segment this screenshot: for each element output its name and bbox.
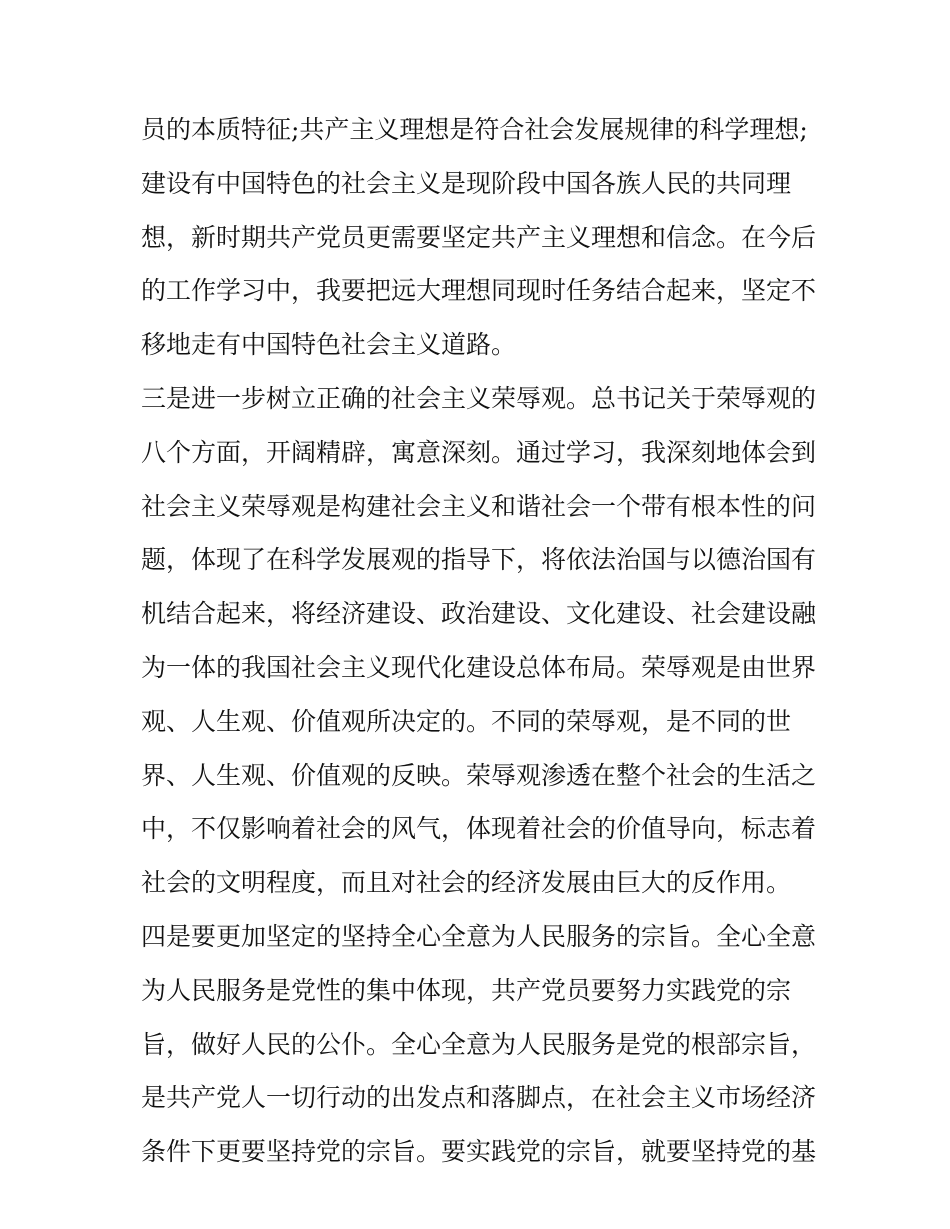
text-line: 社会的文明程度，而且对社会的经济发展由巨大的反作用。 — [141, 868, 792, 898]
body-text — [141, 103, 821, 1179]
text-line: 的工作学习中，我要把远大理想同现时任务结合起来，坚定不 — [141, 276, 817, 306]
text-line: 题，体现了在科学发展观的指导下，将依法治国与以德治国有 — [141, 545, 817, 575]
text-line: 三是进一步树立正确的社会主义荣辱观。总书记关于荣辱观的 — [141, 383, 817, 413]
text-line: 机结合起来，将经济建设、政治建设、文化建设、社会建设融 — [141, 599, 817, 629]
text-line: 是共产党人一切行动的出发点和落脚点，在社会主义市场经济 — [141, 1083, 817, 1113]
text-line: 中，不仅影响着社会的风气，体现着社会的价值导向，标志着 — [141, 814, 817, 844]
text-line: 建设有中国特色的社会主义是现阶段中国各族人民的共同理 — [141, 168, 792, 198]
text-line: 旨，做好人民的公仆。全心全意为人民服务是党的根部宗旨， — [141, 1029, 817, 1059]
text-line: 移地走有中国特色社会主义道路。 — [141, 330, 517, 360]
text-line: 条件下更要坚持党的宗旨。要实践党的宗旨，就要坚持党的基 — [141, 1137, 817, 1167]
text-line: 员的本质特征;共产主义理想是符合社会发展规律的科学理想; — [141, 115, 808, 144]
text-line: 八个方面，开阔精辟，寓意深刻。通过学习，我深刻地体会到 — [141, 437, 817, 467]
text-line: 四是要更加坚定的坚持全心全意为人民服务的宗旨。全心全意 — [141, 921, 817, 951]
text-line: 界、人生观、价值观的反映。荣辱观渗透在整个社会的生活之 — [141, 760, 817, 790]
text-line: 观、人生观、价值观所决定的。不同的荣辱观，是不同的世 — [141, 706, 792, 736]
text-line: 社会主义荣辱观是构建社会主义和谐社会一个带有根本性的问 — [141, 491, 817, 521]
text-line: 想，新时期共产党员更需要坚定共产主义理想和信念。在今后 — [141, 222, 817, 252]
text-line: 为人民服务是党性的集中体现，共产党员要努力实践党的宗 — [141, 975, 792, 1005]
text-line: 为一体的我国社会主义现代化建设总体布局。荣辱观是由世界 — [141, 652, 817, 682]
